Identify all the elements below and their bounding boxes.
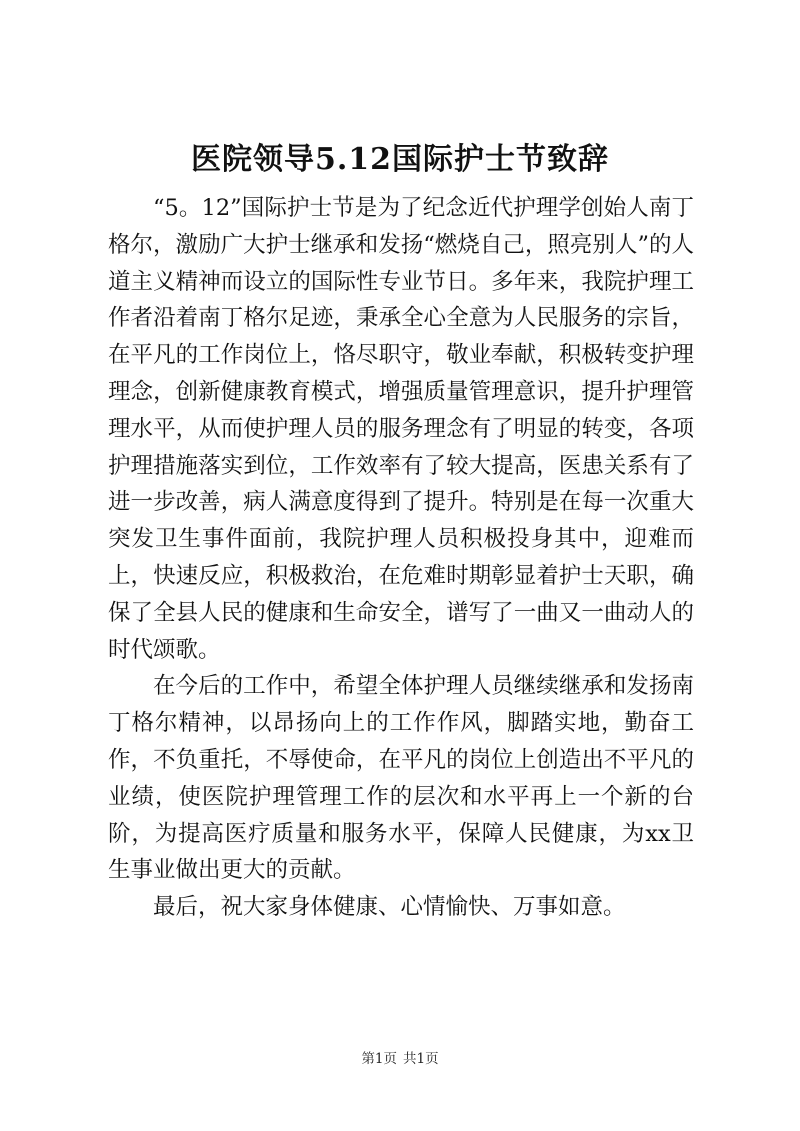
paragraph-1: “5。12”国际护士节是为了纪念近代护理学创始人南丁格尔，激励广大护士继承和发扬“燃烧自己，照亮别人”的人道主义精神而设立的国际性专业节日。多年来，我院护理工作者沿着南丁格尔足迹，秉承全心全意为人民服务的宗旨，在平凡的工作岗位上，恪尽职守，敬业奉献，积极转变护理理念，创新健康教育模式，增强质量管理意识，提升护理管理水平，从而使护理人员的服务理念有了明显的转变，各项护理措施落实到位，工作效率有了较大提高，医患关系有了进一步改善，病人满意度得到了提升。特别是在每一次重大突发卫生事件面前，我院护理人员积极投身其中，迎难而上，快速反应，积极救治，在危难时期彰显着护士天职，确保了全县人民的健康和生命安全，谱写了一曲又一曲动人的时代颂歌。 bbox=[108, 195, 694, 663]
paragraph-3: 最后，祝大家身体健康、心情愉快、万事如意。 bbox=[153, 894, 626, 921]
document-body bbox=[108, 190, 694, 926]
page-total: 共1页 bbox=[403, 1051, 439, 1067]
paragraph-2: 在今后的工作中，希望全体护理人员继续继承和发扬南丁格尔精神，以昂扬向上的工作作风，脚踏实地，勤奋工作，不负重托，不辱使命，在平凡的岗位上创造出不平凡的业绩，使医院护理管理工作的层次和水平再上一个新的台阶，为提高医疗质量和服务水平，保障人民健康，为xx卫生事业做出更大的贡献。 bbox=[108, 673, 694, 884]
document-title: 医院领导5.12国际护士节致辞 bbox=[190, 142, 610, 177]
page-footer bbox=[0, 1049, 800, 1069]
page-number: 第1页 bbox=[361, 1051, 397, 1067]
